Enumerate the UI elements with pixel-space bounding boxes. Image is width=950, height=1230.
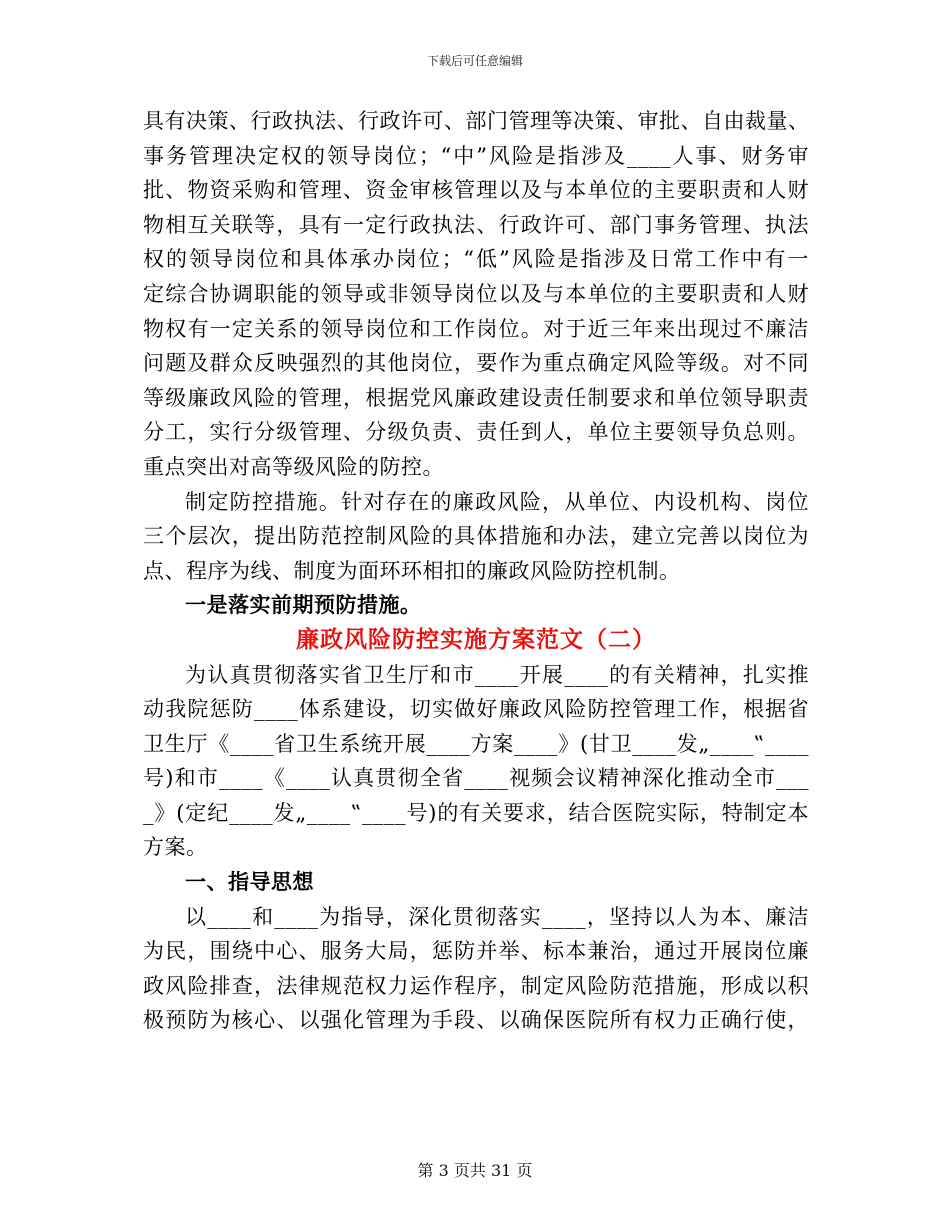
paragraph-line: 号)和市____《____认真贯彻全省____视频会议精神深化推动全市___ — [143, 766, 809, 791]
document-body — [143, 104, 809, 1038]
paragraph-line: 为认真贯彻落实省卫生厅和市____开展____的有关精神，扎实推 — [185, 662, 809, 687]
paragraph-line: 制定防控措施。针对存在的廉政风险，从单位、内设机构、岗位 — [185, 489, 809, 514]
paragraph-line: 卫生厅《____省卫生系统开展____方案____》(甘卫____发„____‟____ — [143, 731, 809, 756]
paragraph-line: 方案。 — [143, 835, 208, 860]
paragraph-line: 分工，实行分级管理、分级负责、责任到人，单位主要领导负总则。 — [143, 420, 809, 445]
paragraph-line: 具有决策、行政执法、行政许可、部门管理等决策、审批、自由裁量、 — [143, 109, 810, 133]
paragraph-line: 三个层次，提出防范控制风险的具体措施和办法，建立完善以岗位为 — [143, 524, 809, 549]
bold-heading-line: 一是落实前期预防措施。 — [185, 592, 422, 618]
paragraph-line: 重点突出对高等级风险的防控。 — [143, 454, 444, 479]
paragraph-line: 权的领导岗位和具体承办岗位；“低”风险是指涉及日常工作中有一 — [143, 247, 809, 272]
paragraph-line: 事务管理决定权的领导岗位；“中”风险是指涉及____人事、财务审 — [143, 143, 809, 168]
paragraph-line: 定综合协调职能的领导或非领导岗位以及与本单位的主要职责和人财 — [143, 281, 809, 306]
paragraph-line: 问题及群众反映强烈的其他岗位，要作为重点确定风险等级。对不同 — [143, 351, 809, 376]
paragraph-line: 物权有一定关系的领导岗位和工作岗位。对于近三年来出现过不廉洁 — [143, 316, 809, 341]
paragraph-line: 批、物资采购和管理、资金审核管理以及与本单位的主要职责和人财 — [143, 178, 809, 203]
paragraph-line: _》(定纪____发„____‟____号)的有关要求，结合医院实际，特制定本 — [143, 800, 809, 825]
paragraph-line: 点、程序为线、制度为面环环相扣的廉政风险防控机制。 — [143, 558, 681, 583]
paragraph-line: 以____和____为指导，深化贯彻落实____，坚持以人为本、廉洁 — [185, 904, 809, 929]
paragraph-line: 政风险排查，法律规范权力运作程序，制定风险防范措施，形成以积 — [143, 973, 809, 998]
paragraph-line: 为民，围绕中心、服务大局，惩防并举、标本兼治，通过开展岗位廉 — [143, 939, 809, 964]
paragraph-line: 物相互关联等，具有一定行政执法、行政许可、部门事务管理、执法 — [143, 212, 809, 237]
page-header: 下载后可任意编辑 — [426, 54, 523, 68]
page-footer: 第 3 页共 31 页 — [417, 1161, 533, 1180]
section-heading: 一、指导思想 — [185, 869, 314, 895]
paragraph-line: 等级廉政风险的管理，根据党风廉政建设责任制要求和单位领导职责 — [143, 385, 809, 410]
paragraph-line: 动我院惩防____体系建设，切实做好廉政风险防控管理工作，根据省 — [143, 697, 809, 722]
paragraph-line: 极预防为核心、以强化管理为手段、以确保医院所有权力正确行使， — [143, 1008, 809, 1033]
section-title: 廉政风险防控实施方案范文（二） — [296, 625, 656, 653]
